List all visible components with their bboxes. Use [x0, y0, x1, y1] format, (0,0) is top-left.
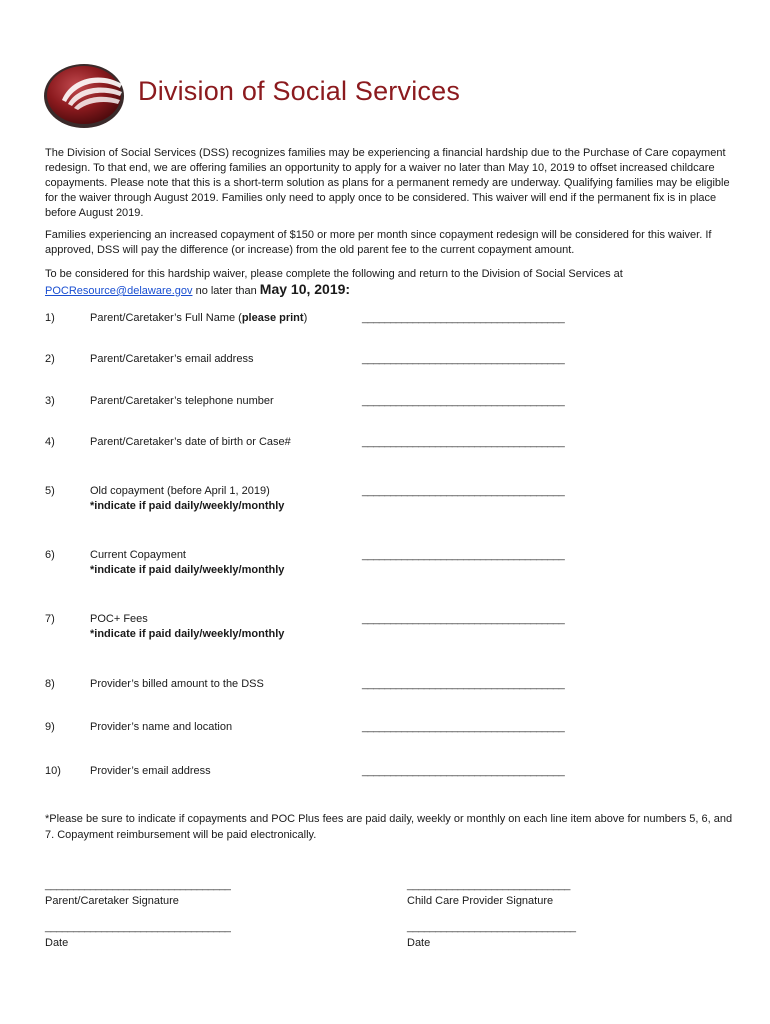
instructions-text: To be considered for this hardship waiver, please complete the following and return to the Division of Social Services at [45, 268, 623, 280]
deadline-prefix: no later than [192, 285, 260, 297]
full-name-field[interactable]: ____________________________________ [362, 312, 565, 324]
provider-date-field[interactable]: ______________________________ [407, 921, 576, 933]
intro-paragraph-2: Families experiencing an increased copayment of $150 or more per month since copayment redesign will be considered for this waiver. If approved, DSS will pay the difference (or increase) from the old parent fee to the current copayment amount. [45, 229, 712, 256]
email-field[interactable]: ____________________________________ [362, 353, 565, 365]
header [42, 58, 512, 130]
item-label: Parent/Caretaker’s date of birth or Case# [90, 436, 291, 448]
org-name: Division of Social Services [138, 76, 461, 106]
provider-email-field[interactable]: ____________________________________ [362, 765, 565, 777]
item-note: *indicate if paid daily/weekly/monthly [90, 628, 285, 640]
poc-fees-field[interactable]: ____________________________________ [362, 613, 565, 625]
item-number: 8) [45, 678, 55, 690]
item-number: 9) [45, 721, 55, 733]
item-number: 10) [45, 765, 61, 777]
telephone-field[interactable]: ____________________________________ [362, 395, 565, 407]
parent-date-block [45, 920, 230, 950]
email-link[interactable]: POCResource@delaware.gov [45, 285, 193, 297]
parent-signature-block [45, 878, 230, 908]
provider-name-field[interactable]: ____________________________________ [362, 721, 565, 733]
item-label: Current Copayment *indicate if paid daily/weekly/monthly [90, 548, 360, 578]
item-number: 2) [45, 353, 55, 365]
provider-signature-field[interactable]: _____________________________ [407, 879, 570, 891]
dob-case-field[interactable]: ____________________________________ [362, 436, 565, 448]
provider-signature-label: Child Care Provider Signature [407, 895, 554, 907]
item-number: 4) [45, 436, 55, 448]
item-label: Provider’s name and location [90, 721, 233, 733]
item-label: Provider’s email address [90, 765, 211, 777]
intro-paragraph-1: The Division of Social Services (DSS) recognizes families may be experiencing a financial hardship due to the Purchase of Care copayment redesign. To that end, we are offering families an opportunity to apply for a waiver no later than May 10, 2019 to offset increased childcare copayments. Please note that this is a short-term solution as plans for a permanent remedy are underway. Qualifying families may be eligible for the waiver through August 2019. Families only need to apply once to be considered. This waiver will end if the permanent fix is in place before August 2019. [45, 147, 730, 219]
item-label: Parent/Caretaker’s telephone number [90, 395, 274, 407]
provider-date-block [407, 920, 576, 950]
parent-date-field[interactable]: _________________________________ [45, 921, 231, 933]
old-copayment-field[interactable]: ____________________________________ [362, 485, 565, 497]
parent-date-label: Date [45, 937, 69, 949]
item-note: *indicate if paid daily/weekly/monthly [90, 500, 285, 512]
item-label: Old copayment (before April 1, 2019) *indicate if paid daily/weekly/monthly [90, 484, 360, 514]
item-note: *indicate if paid daily/weekly/monthly [90, 564, 285, 576]
dss-logo-icon [42, 58, 134, 130]
current-copayment-field[interactable]: ____________________________________ [362, 549, 565, 561]
parent-signature-label: Parent/Caretaker Signature [45, 895, 179, 907]
item-label: Parent/Caretaker’s email address [90, 353, 254, 365]
parent-signature-field[interactable]: _________________________________ [45, 879, 231, 891]
provider-billed-field[interactable]: ____________________________________ [362, 678, 565, 690]
please-print-text: please print [241, 312, 304, 324]
footnote: *Please be sure to indicate if copayments and POC Plus fees are paid daily, weekly or monthly on each line item above for numbers 5, 6, and 7. Copayment reimbursement will be paid electronically. [45, 813, 733, 841]
provider-date-label: Date [407, 937, 431, 949]
item-number: 6) [45, 549, 55, 561]
item-number: 3) [45, 395, 55, 407]
item-number: 7) [45, 613, 55, 625]
item-label: Parent/Caretaker’s Full Name (please print) [90, 312, 308, 324]
deadline-date: May 10, 2019 [259, 281, 346, 297]
item-number: 1) [45, 312, 55, 324]
provider-signature-block [407, 878, 570, 908]
item-number: 5) [45, 485, 55, 497]
item-label: POC+ Fees *indicate if paid daily/weekly/monthly [90, 612, 360, 642]
item-label: Provider’s billed amount to the DSS [90, 678, 264, 690]
intro-paragraph-3 [45, 267, 735, 299]
deadline-suffix: : [345, 281, 351, 297]
